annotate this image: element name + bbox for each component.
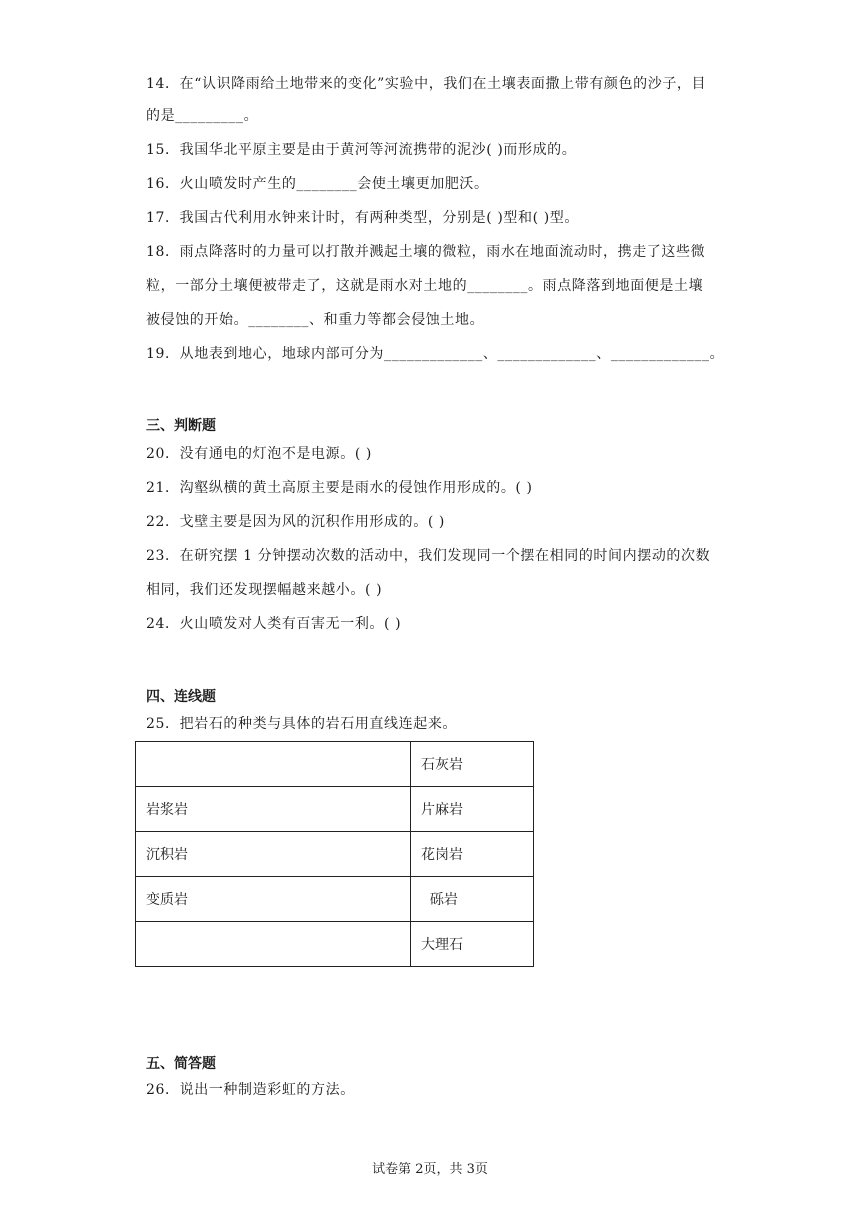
question-26: 26．说出一种制造彩虹的方法。 [146,1082,355,1098]
question-14-line-1: 14．在“认识降雨给土地带来的变化”实验中，我们在土壤表面撒上带有颜色的沙子，目 [146,76,707,92]
table-row [136,922,534,967]
rock-category-cell: 变质岩 [136,877,411,922]
question-18-line-1: 18．雨点降落时的力量可以打散并溅起土壤的微粒，雨水在地面流动时，携走了这些微 [146,244,706,260]
rock-category-cell: 沉积岩 [136,832,411,877]
question-25: 25．把岩石的种类与具体的岩石用直线连起来。 [146,716,458,732]
question-20: 20．没有通电的灯泡不是电源。( ) [146,446,372,462]
question-14-line-2: 的是_________。 [146,108,259,124]
rock-matching-table [135,741,534,967]
rock-example-cell: 石灰岩 [411,742,534,787]
rock-example-cell: 花岗岩 [411,832,534,877]
question-15: 15．我国华北平原主要是由于黄河等河流携带的泥沙( )而形成的。 [146,142,577,158]
table-row [136,877,534,922]
question-22: 22．戈壁主要是因为风的沉积作用形成的。( ) [146,514,445,530]
table-row [136,832,534,877]
section-3-heading: 三、判断题 [146,418,216,434]
question-19: 19．从地表到地心，地球内部可分为_____________、_____________、_____________。 [146,346,725,362]
question-17: 17．我国古代利用水钟来计时，有两种类型，分别是( )型和( )型。 [146,210,579,226]
rock-example-cell: 片麻岩 [411,787,534,832]
rock-category-cell [136,742,411,787]
question-16: 16．火山喷发时产生的________会使土壤更加肥沃。 [146,176,489,192]
question-23-line-1: 23．在研究摆 1 分钟摆动次数的活动中，我们发现同一个摆在相同的时间内摆动的次数 [146,548,711,564]
question-21: 21．沟壑纵横的黄土高原主要是雨水的侵蚀作用形成的。( ) [146,480,533,496]
table-row [136,787,534,832]
table-row [136,742,534,787]
question-18-line-3: 被侵蚀的开始。________、和重力等都会侵蚀土地。 [146,312,485,328]
rock-example-cell: 大理石 [411,922,534,967]
rock-category-cell: 岩浆岩 [136,787,411,832]
section-4-heading: 四、连线题 [146,689,216,705]
question-18-line-2: 粒，一部分土壤便被带走了，这就是雨水对土地的________。雨点降落到地面便是土壤 [146,278,704,294]
section-5-heading: 五、简答题 [146,1056,216,1072]
question-24: 24．火山喷发对人类有百害无一利。( ) [146,616,402,632]
page-footer: 试卷第 2页，共 3页 [372,1162,488,1177]
question-23-line-2: 相同，我们还发现摆幅越来越小。( ) [146,582,383,598]
rock-category-cell [136,922,411,967]
rock-example-cell: 砾岩 [411,877,534,922]
